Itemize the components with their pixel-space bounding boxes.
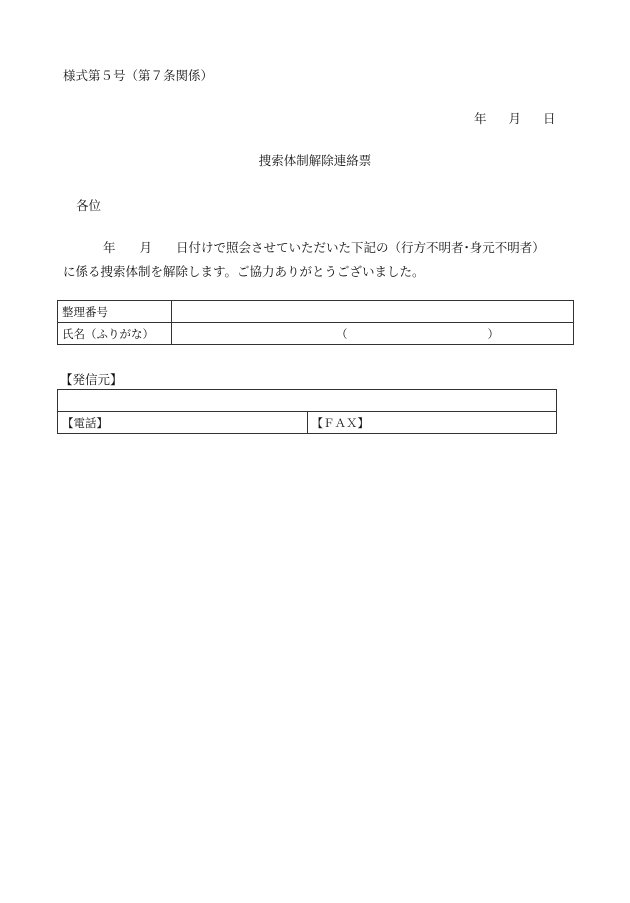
date-year-label: 年	[474, 111, 487, 126]
date-line	[474, 109, 556, 127]
name-label: 氏名（ふりがな）	[58, 323, 172, 345]
name-field[interactable]	[172, 323, 574, 345]
sender-name-row	[58, 390, 557, 412]
sender-contact-row	[58, 412, 557, 434]
subject-table	[57, 300, 574, 345]
form-number: 様式第５号（第７条関係）	[63, 68, 214, 83]
body-year-label: 年	[103, 240, 116, 255]
reference-number-row	[58, 301, 574, 323]
name-row	[58, 323, 574, 345]
fax-field[interactable]: 【ＦＡＸ】	[307, 412, 557, 434]
phone-field[interactable]: 【電話】	[58, 412, 308, 434]
body-line-2: に係る捜索体制を解除します。ご協力ありがとうございました。	[63, 264, 425, 279]
name-close-paren: ）	[487, 326, 499, 341]
sender-name-field[interactable]	[58, 390, 557, 412]
name-open-paren: （	[336, 326, 348, 341]
date-day-label: 日	[543, 111, 556, 126]
body-line-1-text: 日付けで照会させていただいた下記の（行方不明者･身元不明者）	[176, 240, 545, 255]
reference-number-field[interactable]	[172, 301, 574, 323]
addressee: 各位	[76, 198, 102, 213]
document-title: 捜索体制解除連絡票	[258, 153, 372, 168]
body-line-1	[63, 238, 545, 256]
date-month-label: 月	[508, 111, 522, 126]
sender-table	[57, 389, 557, 434]
body-month-label: 月	[139, 240, 153, 255]
reference-number-label: 整理番号	[58, 301, 172, 323]
sender-heading: 【発信元】	[60, 372, 123, 387]
